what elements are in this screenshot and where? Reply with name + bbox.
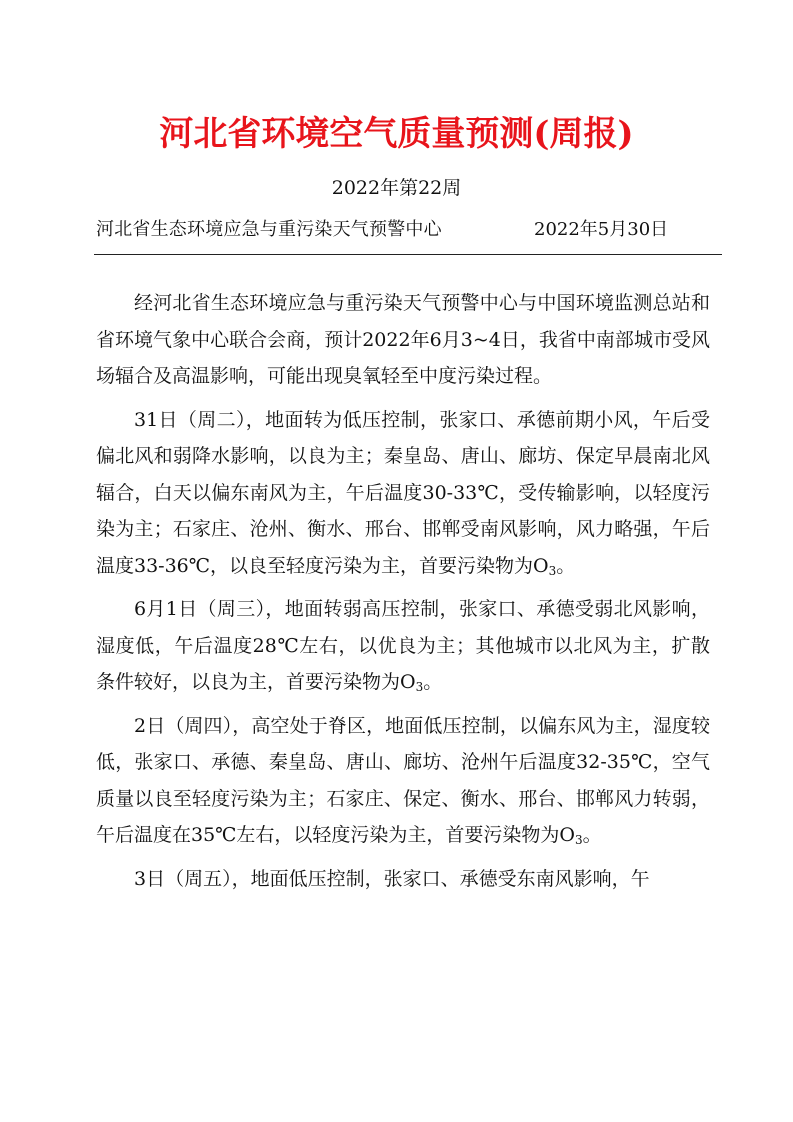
paragraph-day-31 xyxy=(96,402,710,585)
paragraph-day-3 xyxy=(96,861,710,898)
paragraph-day-1 xyxy=(96,591,710,701)
paragraph-period: 。 xyxy=(423,671,443,693)
paragraph-text: 31日（周二），地面转为低压控制，张家口、承德前期小风，午后受偏北风和弱降水影响，以良为主；秦皇岛、唐山、廊坊、保定早晨南北风辐合，白天以偏东南风为主，午后温度30-33℃，受传输影响，以轻度污染为主；石家庄、沧州、衡水、邢台、邯郸受南风影响，风力略强，午后温度33-36℃，以良至轻度污染为主，首要污染物为O xyxy=(96,408,710,577)
paragraph-text: 3日（周五），地面低压控制，张家口、承德受东南风影响，午 xyxy=(134,867,650,890)
ozone-subscript: 3 xyxy=(548,563,557,578)
issue-date: 2022年5月30日 xyxy=(534,219,669,240)
page-title: 河北省环境空气质量预测(周报) xyxy=(159,114,634,154)
paragraph-day-2 xyxy=(96,708,710,854)
header-divider xyxy=(94,254,722,255)
paragraph-text: 经河北省生态环境应急与重污染天气预警中心与中国环境监测总站和省环境气象中心联合会商，预计2022年6月3~4日，我省中南部城市受风场辐合及高温影响，可能出现臭氧轻至中度污染过程。 xyxy=(96,292,710,387)
issue-number: 2022年第22周 xyxy=(331,177,462,199)
ozone-subscript: 3 xyxy=(415,680,424,694)
paragraph-period: 。 xyxy=(556,554,576,577)
paragraph-text: 6月1日（周三），地面转弱高压控制，张家口、承德受弱北风影响，湿度低，午后温度28℃左右，以优良为主；其他城市以北风为主，扩散条件较好，以良为主，首要污染物为O xyxy=(96,598,710,693)
paragraph-text: 2日（周四），高空处于脊区，地面低压控制，以偏东风为主，湿度较低，张家口、承德、秦皇岛、唐山、廊坊、沧州午后温度32-35℃，空气质量以良至轻度污染为主；石家庄、保定、衡水、邢台、邯郸风力转弱，午后温度在35℃左右，以轻度污染为主，首要污染物为O xyxy=(96,714,710,846)
issuer-name: 河北省生态环境应急与重污染天气预警中心 xyxy=(96,219,442,240)
ozone-subscript: 3 xyxy=(575,833,583,847)
issuer-row xyxy=(96,216,722,244)
paragraph-intro xyxy=(96,285,710,395)
paragraph-period: 。 xyxy=(582,824,602,846)
document-body xyxy=(96,285,710,904)
